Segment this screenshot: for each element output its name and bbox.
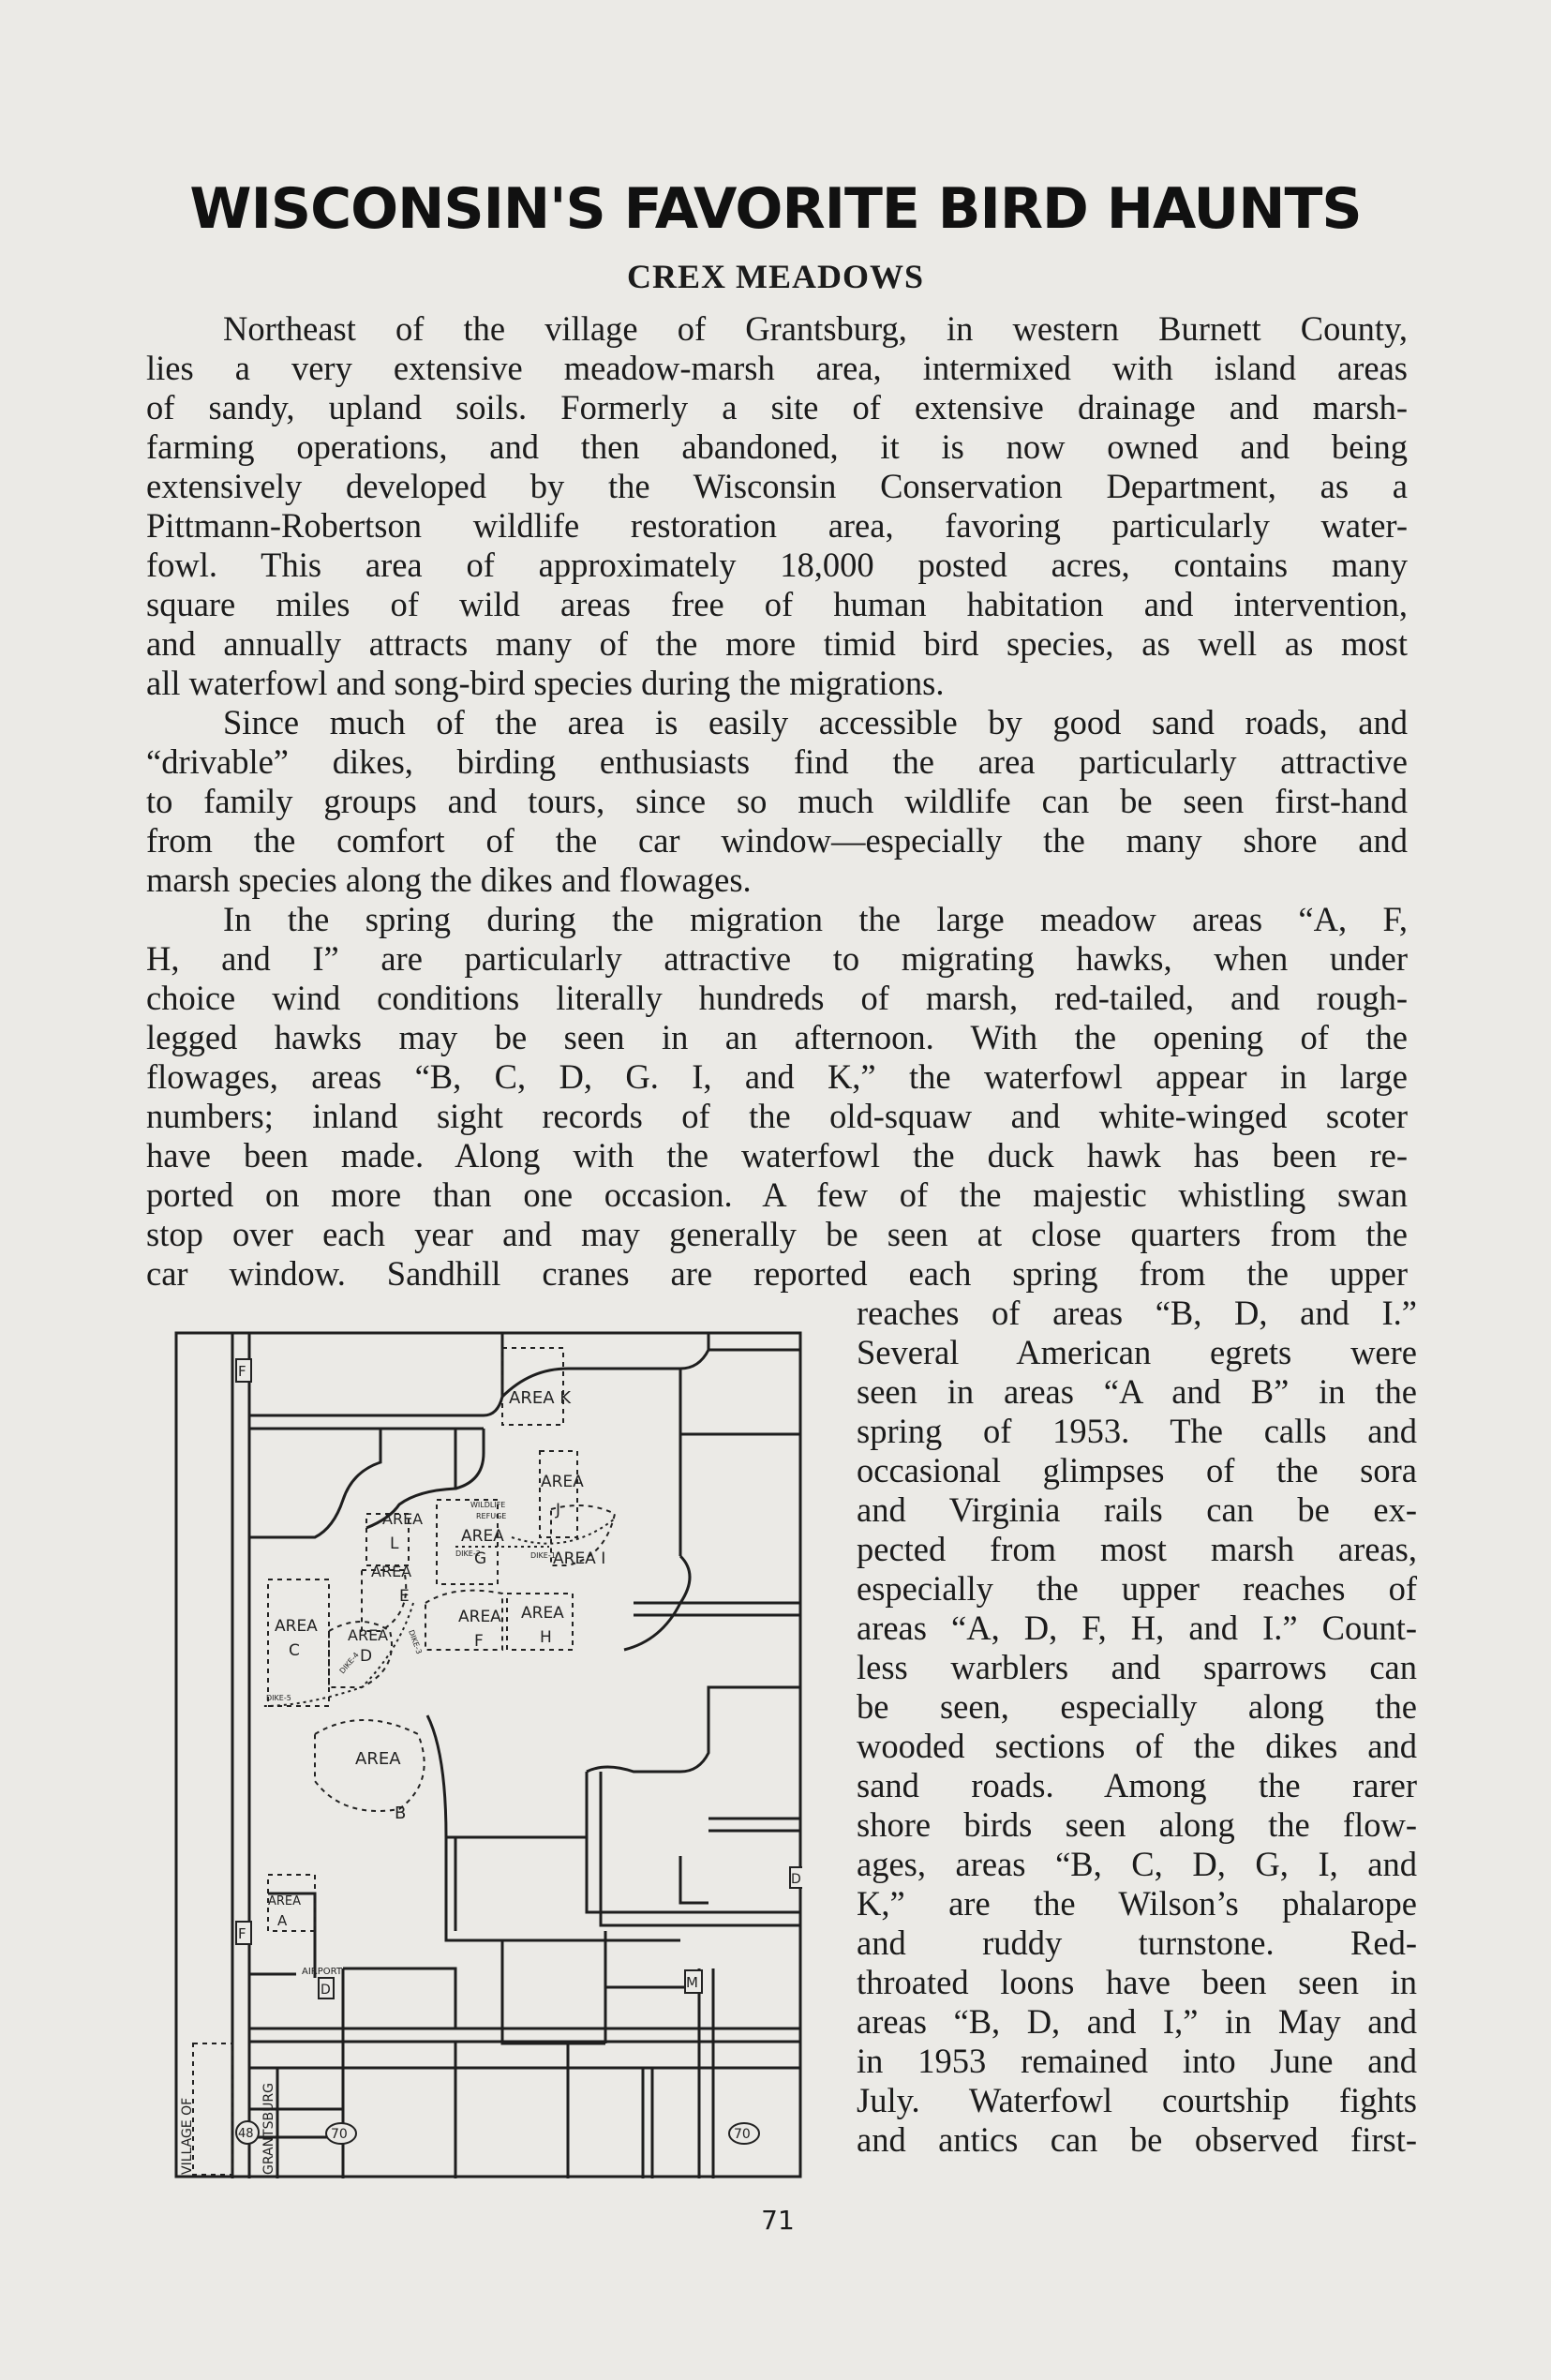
highway-markers (236, 1359, 802, 2144)
text-line: especially the upper reaches of (857, 1569, 1417, 1608)
area-c-letter: C (289, 1641, 300, 1660)
text-line: pected from most marsh areas, (857, 1530, 1417, 1568)
text-line: square miles of wild areas free of human habitation and intervention, (146, 585, 1408, 623)
area-c-label: AREA (275, 1617, 318, 1636)
village-label: VILLAGE OF (180, 2097, 195, 2175)
area-g-letter: G (474, 1549, 487, 1568)
area-f-label: AREA (458, 1608, 501, 1626)
highway-d-marker: D (321, 1983, 331, 1998)
text-line: have been made. Along with the waterfowl the duck hawk has been re- (146, 1136, 1408, 1175)
text-line: Pittmann-Robertson wildlife restoration area, favoring particularly water- (146, 506, 1408, 545)
area-g-label: AREA (461, 1527, 504, 1546)
text-line: H, and I” are particularly attractive to migrating hawks, when under (146, 939, 1408, 978)
area-b-label: AREA (355, 1749, 401, 1769)
highway-d-marker: D (791, 1872, 801, 1887)
text-line: K,” are the Wilson’s phalarope (857, 1884, 1417, 1923)
dike-label: DIKE-4 (337, 1650, 361, 1676)
area-l-label: AREA (382, 1510, 424, 1528)
text-line: sand roads. Among the rarer (857, 1766, 1417, 1804)
area-f-letter: F (474, 1632, 484, 1651)
text-line: legged hawks may be seen in an afternoon. With the opening of the (146, 1018, 1408, 1056)
area-h-letter: H (540, 1628, 552, 1647)
refuge-label: REFUGE (476, 1512, 507, 1520)
text-line: July. Waterfowl courtship fights (857, 2081, 1417, 2119)
highway-70-marker: 70 (734, 2127, 751, 2142)
text-line: in 1953 remained into June and (857, 2042, 1417, 2080)
text-line: of sandy, upland soils. Formerly a site of extensive drainage and marsh- (146, 388, 1408, 427)
text-line: ported on more than one occasion. A few of the majestic whistling swan (146, 1175, 1408, 1214)
text-line: areas “A, D, F, H, and I.” Count- (857, 1609, 1417, 1647)
text-line: occasional glimpses of the sora (857, 1451, 1417, 1489)
area-j-label: AREA (541, 1473, 584, 1491)
area-b-letter: B (395, 1804, 407, 1823)
text-line: car window. Sandhill cranes are reported each spring from the upper (146, 1254, 1408, 1293)
airport-label: AIRPORT (302, 1967, 342, 1977)
area-k-label: AREA K (509, 1388, 572, 1408)
dike-label: DIKE-5 (266, 1694, 291, 1702)
text-line: from the comfort of the car window—especially the many shore and (146, 821, 1408, 860)
text-line: farming operations, and then abandoned, it is now owned and being (146, 427, 1408, 466)
text-line: Northeast of the village of Grantsburg, in western Burnett County, (223, 309, 1408, 348)
dike-label: DIKE-2 (455, 1549, 481, 1558)
text-line: spring of 1953. The calls and (857, 1412, 1417, 1450)
village-outline (193, 2043, 232, 2175)
text-line: shore birds seen along the flow- (857, 1805, 1417, 1844)
text-line: and Virginia rails can be ex- (857, 1490, 1417, 1529)
area-k-outline (502, 1348, 563, 1425)
dike-label: DIKE-1 (530, 1551, 556, 1560)
area-e-label: AREA (371, 1563, 412, 1580)
section-heading: CREX MEADOWS (626, 258, 924, 295)
text-line: and annually attracts many of the more timid bird species, as well as most (146, 624, 1408, 663)
refuge-label: WILDLIFE (470, 1501, 506, 1509)
area-j-outline (540, 1451, 577, 1537)
area-e-letter: E (399, 1587, 410, 1606)
map-roads (176, 1333, 800, 2178)
text-line: “drivable” dikes, birding enthusiasts find the area particularly attractive (146, 742, 1408, 781)
highway-m-marker: M (686, 1974, 698, 1991)
text-line: Since much of the area is easily accessible by good sand roads, and (223, 703, 1408, 741)
dike-label: DIKE-3 (407, 1628, 424, 1655)
text-line: choice wind conditions literally hundreds of marsh, red-tailed, and rough- (146, 979, 1408, 1017)
area-d-letter: D (360, 1647, 373, 1666)
area-j-letter: J (556, 1501, 561, 1519)
text-line: fowl. This area of approximately 18,000 posted acres, contains many (146, 546, 1408, 584)
text-line: throated loons have been seen in (857, 1963, 1417, 2001)
area-a-label: AREA (268, 1894, 302, 1908)
area-h-label: AREA (521, 1604, 564, 1623)
text-line: extensively developed by the Wisconsin Conservation Department, as a (146, 467, 1408, 505)
text-line: ages, areas “B, C, D, G, I, and (857, 1845, 1417, 1883)
text-line: all waterfowl and song-bird species during the migrations. (146, 664, 945, 702)
page-number: 71 (761, 2205, 795, 2236)
text-line: and antics can be observed first- (857, 2120, 1417, 2159)
area-a-letter: A (277, 1912, 288, 1929)
highway-f-marker: F (238, 1363, 246, 1380)
text-line: Several American egrets were (857, 1333, 1417, 1371)
text-line: wooded sections of the dikes and (857, 1727, 1417, 1765)
text-line: areas “B, D, and I,” in May and (857, 2002, 1417, 2041)
highway-48-marker: 48 (238, 2127, 254, 2141)
highway-f-marker: F (238, 1925, 246, 1942)
area-l-letter: L (390, 1534, 399, 1553)
text-line: to family groups and tours, since so much wildlife can be seen first-hand (146, 782, 1408, 820)
area-d-label: AREA (348, 1626, 389, 1644)
text-line: less warblers and sparrows can (857, 1648, 1417, 1686)
article-title: WISCONSIN'S FAVORITE BIRD HAUNTS (189, 176, 1362, 242)
map-drawing (174, 1331, 802, 2178)
grantsburg-label: GRANTSBURG (261, 2083, 276, 2175)
text-line: seen in areas “A and B” in the (857, 1372, 1417, 1411)
text-line: marsh species along the dikes and flowages. (146, 861, 752, 899)
area-i-label: AREA I (553, 1549, 606, 1568)
map-labels (180, 1388, 605, 2175)
text-line: lies a very extensive meadow-marsh area, intermixed with island areas (146, 349, 1408, 387)
text-line: stop over each year and may generally be seen at close quarters from the (146, 1215, 1408, 1253)
text-line: numbers; inland sight records of the old-squaw and white-winged scoter (146, 1097, 1408, 1135)
text-line: In the spring during the migration the large meadow areas “A, F, (223, 900, 1408, 938)
highway-70-marker: 70 (331, 2127, 348, 2142)
text-line: and ruddy turnstone. Red- (857, 1923, 1417, 1962)
text-line: be seen, especially along the (857, 1687, 1417, 1726)
text-line: reaches of areas “B, D, and I.” (857, 1294, 1417, 1332)
crex-meadows-map (174, 1331, 802, 2178)
text-line: flowages, areas “B, C, D, G. I, and K,” the waterfowl appear in large (146, 1057, 1408, 1096)
